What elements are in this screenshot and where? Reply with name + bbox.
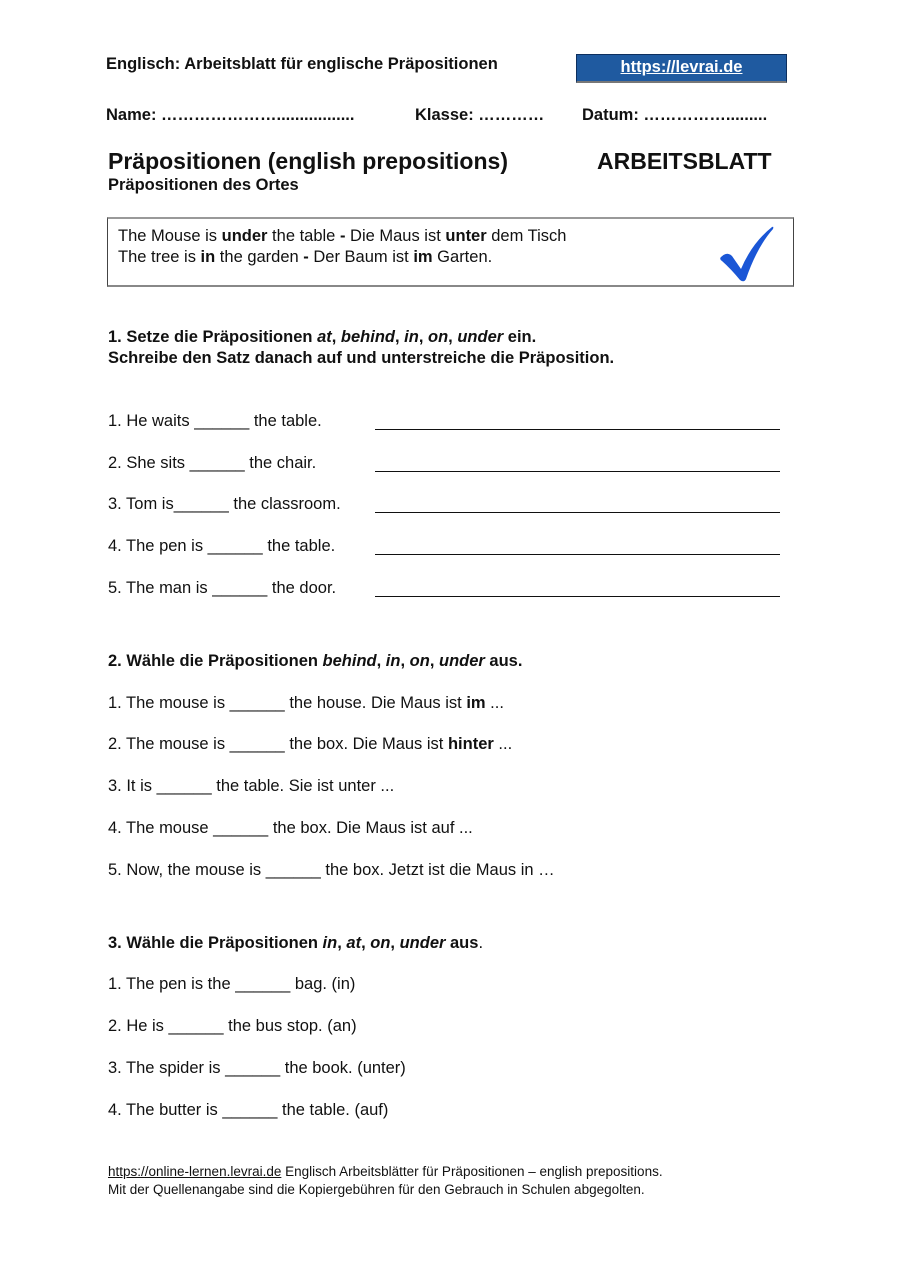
example-text: The tree is: [118, 248, 201, 266]
exercise-1-instruction: Schreibe den Satz danach auf und unterstreiche die Präposition.: [108, 349, 615, 367]
preposition-option: under: [438, 652, 485, 670]
heading-text: aus: [445, 934, 479, 952]
example-keyword: im: [413, 248, 433, 266]
page-subtitle: Präpositionen des Ortes: [108, 176, 299, 194]
heading-text: ein.: [503, 328, 537, 346]
heading-text: aus.: [484, 652, 523, 670]
separator: ,: [429, 652, 439, 670]
preposition-option: in: [322, 934, 338, 952]
preposition-option: under: [399, 934, 446, 952]
preposition-option: behind: [340, 328, 395, 346]
exercise-2-item: [108, 735, 512, 754]
example-dash: -: [303, 248, 309, 266]
exercise-3-item: 2. He is ______ the bus stop. (an): [108, 1017, 357, 1035]
item-hint: hinter: [447, 735, 494, 753]
exercise-3-item: 1. The pen is the ______ bag. (in): [108, 975, 356, 993]
exercise-1-item: 4. The pen is ______ the table.: [108, 537, 336, 555]
exercise-1-item: 1. He waits ______ the table.: [108, 412, 322, 430]
exercise-3-item: 3. The spider is ______ the book. (unter): [108, 1059, 406, 1077]
example-text: Der Baum ist: [308, 248, 414, 266]
answer-line[interactable]: [375, 429, 780, 430]
exercise-2-item: 5. Now, the mouse is ______ the box. Jetzt ist die Maus in …: [108, 861, 555, 879]
example-keyword: in: [200, 248, 216, 266]
answer-line[interactable]: [375, 554, 780, 555]
answer-line[interactable]: [375, 512, 780, 513]
example-box: [107, 217, 794, 287]
answer-line[interactable]: [375, 471, 780, 472]
preposition-option: behind: [322, 652, 377, 670]
exercise-2-item: 4. The mouse ______ the box. Die Maus ist auf ...: [108, 819, 473, 837]
item-text: ...: [493, 735, 513, 753]
example-text: Garten.: [432, 248, 493, 266]
separator: ,: [337, 934, 347, 952]
footer-line-1: [108, 1164, 663, 1179]
exercise-3-heading: [108, 934, 483, 953]
preposition-option: on: [409, 652, 430, 670]
example-line-1: [118, 227, 566, 246]
sheet-label: ARBEITSBLATT: [597, 148, 772, 174]
item-text: ...: [485, 694, 504, 712]
answer-line[interactable]: [375, 596, 780, 597]
exercise-1-item: 5. The man is ______ the door.: [108, 579, 337, 597]
separator: ,: [448, 328, 458, 346]
levrai-link-box[interactable]: [576, 54, 787, 83]
example-text: Die Maus ist: [345, 227, 446, 245]
example-keyword: unter: [445, 227, 487, 245]
item-hint: im: [466, 694, 486, 712]
separator: ,: [361, 934, 371, 952]
preposition-option: in: [404, 328, 419, 346]
separator: ,: [418, 328, 428, 346]
class-field: Klasse: …………: [415, 106, 545, 124]
footer-line-2: Mit der Quellenangabe sind die Kopiergebühren für den Gebrauch in Schulen abgegolten.: [108, 1182, 645, 1197]
example-text: dem Tisch: [486, 227, 567, 245]
preposition-option: on: [428, 328, 449, 346]
example-line-2: [118, 248, 492, 267]
worksheet-header-title: Englisch: Arbeitsblatt für englische Präpositionen: [106, 55, 498, 73]
preposition-option: at: [346, 934, 362, 952]
separator: ,: [394, 328, 405, 346]
example-text: the table: [267, 227, 340, 245]
name-field: Name: ………………….................: [106, 106, 355, 124]
item-text: 1. The mouse is ______ the house. Die Maus ist: [108, 694, 467, 712]
exercise-1-heading: [108, 328, 536, 347]
example-text: The Mouse is: [118, 227, 222, 245]
footer-link[interactable]: https://online-lernen.levrai.de: [108, 1164, 282, 1179]
separator: ,: [400, 652, 410, 670]
separator: ,: [376, 652, 386, 670]
checkmark-icon: [719, 225, 775, 283]
heading-text: 1. Setze die Präpositionen: [108, 328, 318, 346]
exercise-1-item: 3. Tom is______ the classroom.: [108, 495, 341, 513]
separator: ,: [390, 934, 400, 952]
page-title: Präpositionen (english prepositions): [108, 148, 508, 174]
preposition-option: at: [317, 328, 332, 346]
heading-text: 2. Wähle die Präpositionen: [108, 652, 323, 670]
item-text: 2. The mouse is ______ the box. Die Maus ist: [108, 735, 448, 753]
preposition-option: under: [457, 328, 504, 346]
preposition-option: in: [385, 652, 401, 670]
footer-text: Englisch Arbeitsblätter für Präpositionen – english prepositions.: [281, 1164, 663, 1179]
separator: ,: [331, 328, 341, 346]
heading-dot: .: [478, 934, 484, 952]
levrai-link[interactable]: https://levrai.de: [620, 58, 743, 76]
date-field: Datum: …………….........: [582, 106, 768, 124]
example-text: the garden: [215, 248, 304, 266]
exercise-2-heading: [108, 652, 522, 671]
exercise-1-item: 2. She sits ______ the chair.: [108, 454, 317, 472]
exercise-3-item: 4. The butter is ______ the table. (auf): [108, 1101, 389, 1119]
heading-text: 3. Wähle die Präpositionen: [108, 934, 323, 952]
exercise-2-item: 3. It is ______ the table. Sie ist unter ...: [108, 777, 395, 795]
preposition-option: on: [370, 934, 391, 952]
exercise-2-item: [108, 694, 504, 713]
example-keyword: under: [221, 227, 268, 245]
example-dash: -: [339, 227, 346, 245]
